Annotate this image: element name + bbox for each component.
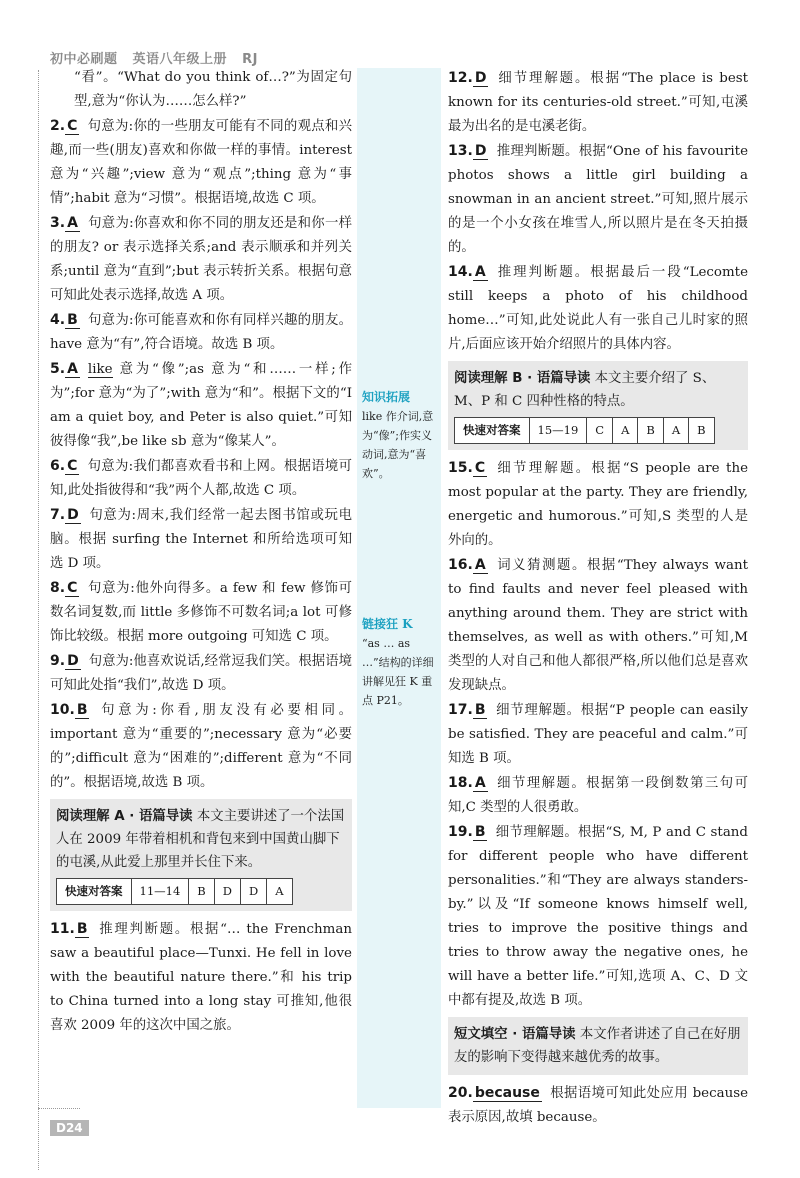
page-header (50, 48, 268, 67)
table-answer: B (189, 879, 214, 905)
side-note-text: “as … as …”结构的详细讲解见狂 K 重点 P21。 (362, 637, 434, 707)
item-number: 6. (50, 458, 66, 474)
item-number: 18. (448, 775, 473, 791)
page-number: D24 (50, 1120, 89, 1136)
answer-item-18 (448, 771, 748, 820)
item-answer: B (76, 921, 88, 937)
quick-answer-table (56, 878, 293, 905)
item-keyword: like (87, 362, 113, 377)
quick-answer-table (454, 417, 715, 444)
item-answer: D (474, 143, 487, 159)
box-title: 阅读理解 B · 语篇导读 (454, 371, 591, 386)
answer-item-2 (50, 114, 352, 211)
item-answer: A (67, 215, 78, 231)
item-explanation: 句意为:你的一些朋友可能有不同的观点和兴趣,而一些(朋友)喜欢和你做一样的事情。interest 意为“兴趣”;view 意为“观点”;thing 意为“事情”;habit 意为“习惯”。根据语境,故选 C 项。 (50, 119, 352, 206)
table-answer: B (638, 418, 663, 444)
item-number: 9. (50, 653, 66, 669)
item-number: 15. (448, 460, 473, 476)
side-note-link (362, 615, 438, 710)
answer-item-16 (448, 553, 748, 698)
item-answer: A (474, 264, 486, 280)
answer-item-5 (50, 357, 352, 454)
item-explanation: 细节理解题。根据“P people can easily be satisfied. They are peaceful and calm.”可知选 B 项。 (448, 703, 748, 766)
item-number: 14. (448, 264, 473, 280)
header-book: 英语八年级上册 (132, 52, 228, 67)
item-explanation: 推理判断题。根据最后一段“Lecomte still keeps a photo of his childhood home…”可知,此处说此人有一张自己儿时家的照片,后面应该开始介绍照片的具体内容。 (448, 265, 748, 352)
right-column (448, 66, 748, 1130)
item-explanation: 句意为:你可能喜欢和你有同样兴趣的朋友。have 意为“有”,符合语境。故选 B 项。 (50, 313, 352, 352)
side-note-tag: 知识拓展 (362, 390, 411, 404)
box-title: 阅读理解 A · 语篇导读 (56, 809, 193, 824)
cloze-guide-box (448, 1017, 748, 1075)
item-answer: C (67, 118, 78, 134)
answer-item-17 (448, 698, 748, 771)
table-answer: D (214, 879, 240, 905)
side-note-knowledge (362, 388, 438, 483)
item-answer: D (67, 653, 79, 669)
margin-dotted-line (38, 70, 40, 1170)
table-answer: A (613, 418, 638, 444)
item-number: 16. (448, 557, 473, 573)
header-series: 初中必刷题 (50, 52, 118, 67)
item-explanation: 词义猜测题。根据“They always want to find faults and never feel pleased with anything around them. They are strict with themselves, as well as with others.”可知,M 类型的人对自己和他人都很严格,所以他们总是喜欢发现缺点。 (448, 558, 748, 693)
item-number: 20. (448, 1085, 473, 1101)
answer-item-10 (50, 698, 352, 795)
table-answer: C (587, 418, 613, 444)
answer-item-9 (50, 649, 352, 698)
item-explanation: 句意为:你看,朋友没有必要相同。important 意为“重要的”;necessary 意为“必要的”;difficult 意为“困难的”;different 意为“不同的”。根据语境,故选 B 项。 (50, 703, 352, 790)
reading-a-guide-box (50, 799, 352, 911)
item-answer: C (67, 580, 78, 596)
item-number: 5. (50, 361, 66, 377)
box-text: 本文主要讲述了一个法国人在 2009 年带着相机和背包来到中国黄山脚下的屯溪,从此爱上那里并长住下来。 (56, 809, 345, 870)
item-answer: B (474, 824, 486, 840)
left-column (50, 66, 352, 1038)
item-answer: C (474, 460, 486, 476)
item-answer: D (474, 70, 487, 86)
item-number: 2. (50, 118, 66, 134)
answer-item-12 (448, 66, 748, 139)
answer-item-11 (50, 917, 352, 1038)
item-number: 17. (448, 702, 473, 718)
answer-item-3 (50, 211, 352, 308)
answer-item-19 (448, 820, 748, 1013)
item-explanation: 句意为:你喜欢和你不同的朋友还是和你一样的朋友? or 表示选择关系;and 表示顺承和并列关系;until 意为“直到”;but 表示转折关系。根据句意可知此处表示选择,故选 A 项。 (50, 216, 352, 303)
answer-item-7 (50, 503, 352, 576)
table-answer: D (240, 879, 266, 905)
item-answer: A (474, 775, 486, 791)
item-explanation: 句意为:周末,我们经常一起去图书馆或玩电脑。根据 surfing the Internet 和所给选项可知选 D 项。 (50, 508, 352, 571)
item-answer: B (67, 312, 78, 328)
item-number: 11. (50, 921, 75, 937)
item-explanation: 细节理解题。根据“The place is best known for its centuries-old street.”可知,屯溪最为出名的是屯溪老街。 (448, 71, 748, 134)
item-explanation: 推理判断题。根据“One of his favourite photos shows a little girl building a snowman in an ancient street.”可知,照片展示的是一个小女孩在堆雪人,所以照片是在冬天拍摄的。 (448, 144, 748, 255)
table-label: 快速对答案 (57, 879, 132, 905)
answer-item-20 (448, 1081, 748, 1130)
item-explanation: 意为“像”;as 意为“和……一样;作为”;for 意为“为了”;with 意为“和”。根据下文的“I am a quiet boy, and Peter is also quiet.”可知彼得像“我”,be like sb 意为“像某人”。 (50, 362, 352, 449)
item-number: 8. (50, 580, 66, 596)
answer-item-15 (448, 456, 748, 553)
item-number: 10. (50, 702, 75, 718)
table-range: 11—14 (131, 879, 189, 905)
item-explanation: 句意为:我们都喜欢看书和上网。根据语境可知,此处指彼得和“我”两个人都,故选 C 项。 (50, 459, 352, 498)
item-answer: because (474, 1085, 540, 1101)
side-note-strip (357, 68, 441, 1108)
item-answer: B (474, 702, 486, 718)
header-edition: RJ (242, 52, 258, 67)
answer-item-14 (448, 260, 748, 357)
item-number: 7. (50, 507, 66, 523)
table-answer: A (267, 879, 292, 905)
item-explanation: 细节理解题。根据“S people are the most popular at the party. They are friendly, energetic and humorous.”可知,S 类型的人是外向的。 (448, 461, 748, 548)
side-note-text: like 作介词,意为“像”;作实义动词,意为“喜欢”。 (362, 410, 434, 480)
answer-item-8 (50, 576, 352, 649)
reading-b-guide-box (448, 361, 748, 450)
side-note-tag: 链接狂 K (362, 617, 413, 631)
item-answer: A (67, 361, 78, 377)
answer-item-6 (50, 454, 352, 503)
table-answer: A (663, 418, 688, 444)
table-label: 快速对答案 (455, 418, 530, 444)
item-number: 3. (50, 215, 66, 231)
box-text: 本文主要介绍了 S、M、P 和 C 四种性格的特点。 (454, 371, 716, 409)
item-explanation: 细节理解题。根据“S, M, P and C stand for different people who have different personalities.”和“They are always standers-by.”以及“If someone knows himself well, tries to improve the positive things and tries to throw away the negative ones, he will have a better life.”可知,选项 A、C、D 文中都有提及,故选 B 项。 (448, 825, 748, 1008)
continued-explanation: “看”。“What do you think of…?”为固定句型,意为“你认为……怎么样?” (74, 70, 352, 109)
item-answer: A (474, 557, 486, 573)
item-explanation: 句意为:他外向得多。a few 和 few 修饰可数名词复数,而 little 多修饰不可数名词;a lot 可修饰比较级。根据 more outgoing 可知选 C 项。 (50, 581, 352, 644)
item-explanation: 细节理解题。根据第一段倒数第三句可知,C 类型的人很勇敢。 (448, 776, 748, 815)
answer-item-13 (448, 139, 748, 260)
table-answer: B (689, 418, 714, 444)
table-range: 15—19 (529, 418, 587, 444)
item-explanation: 根据语境可知此处应用 because 表示原因,故填 because。 (448, 1086, 748, 1125)
box-text: 本文作者讲述了自己在好朋友的影响下变得越来越优秀的故事。 (454, 1027, 741, 1065)
item-answer: D (67, 507, 79, 523)
item-explanation: 句意为:他喜欢说话,经常逗我们笑。根据语境可知此处指“我们”,故选 D 项。 (50, 654, 352, 693)
item-answer: C (67, 458, 78, 474)
item-number: 19. (448, 824, 473, 840)
item-number: 4. (50, 312, 66, 328)
item-explanation: 推理判断题。根据“… the Frenchman saw a beautiful place—Tunxi. He fell in love with the beautiful nature there.”和 his trip to China turned into a long stay 可推知,他很喜欢 2009 年的这次中国之旅。 (50, 922, 352, 1033)
item-answer: B (76, 702, 88, 718)
box-title: 短文填空 · 语篇导读 (454, 1027, 576, 1042)
item-number: 12. (448, 70, 473, 86)
footer-dotted-line (38, 1108, 80, 1110)
item-number: 13. (448, 143, 473, 159)
answer-item-4 (50, 308, 352, 357)
